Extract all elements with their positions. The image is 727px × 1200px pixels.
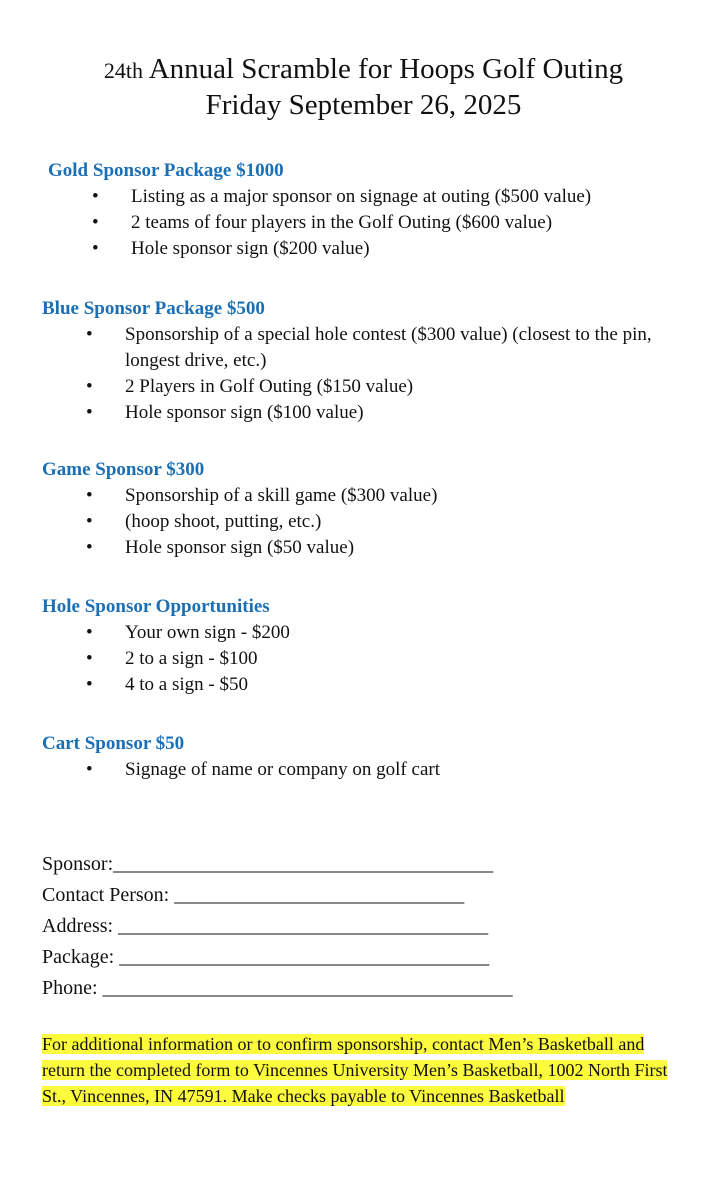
address-blank-line[interactable]: _____________________________________: [118, 915, 489, 937]
phone-label: Phone:: [42, 977, 103, 999]
list-item: [42, 620, 702, 646]
list-item: [42, 757, 702, 783]
phone-field[interactable]: [42, 973, 682, 1004]
bullet-icon: •: [92, 186, 99, 207]
sponsor-info-form: [42, 849, 682, 1004]
blue-sponsor-list: [42, 322, 702, 426]
title-event-name: Annual Scramble for Hoops Golf Outing: [148, 53, 624, 85]
bullet-icon: •: [86, 648, 93, 669]
game-sponsor-heading: Game Sponsor $300: [42, 459, 205, 480]
list-item-text: Your own sign - $200: [125, 622, 290, 643]
blue-sponsor-heading: Blue Sponsor Package $500: [42, 298, 265, 319]
phone-blank-line[interactable]: _________________________________________: [102, 977, 513, 999]
game-sponsor-list: [42, 483, 702, 561]
cart-sponsor-list: [42, 757, 702, 783]
bullet-icon: •: [86, 511, 93, 532]
list-item-text: Signage of name or company on golf cart: [125, 759, 440, 780]
sponsor-blank-line[interactable]: ______________________________________: [113, 853, 494, 875]
list-item: [42, 672, 702, 698]
hole-sponsor-section: [42, 594, 702, 698]
blue-sponsor-section: [42, 296, 702, 426]
list-item-text: (hoop shoot, putting, etc.): [125, 511, 322, 532]
list-item: [48, 210, 708, 236]
title-line-1: [0, 52, 727, 88]
list-item: [48, 184, 708, 210]
list-item-text: 4 to a sign - $50: [125, 674, 248, 695]
contact-note: [42, 1031, 682, 1109]
list-item: [42, 535, 702, 561]
list-item: [42, 509, 702, 535]
package-field[interactable]: [42, 942, 682, 973]
hole-sponsor-heading: Hole Sponsor Opportunities: [42, 596, 270, 617]
sponsor-field[interactable]: [42, 849, 682, 880]
contact-person-field[interactable]: [42, 880, 682, 911]
bullet-icon: •: [86, 537, 93, 558]
contact-note-text: For additional information or to confirm sponsorship, contact Men’s Basketball and return the completed form to Vincennes University Men’s Basketball, 1002 North First St., Vincennes, IN 47591. Make checks payable to Vincennes Basketball: [42, 1034, 668, 1106]
contact-person-blank-line[interactable]: _____________________________: [174, 884, 465, 906]
bullet-icon: •: [86, 674, 93, 695]
list-item: [42, 483, 702, 509]
list-item: [42, 322, 702, 374]
package-blank-line[interactable]: _____________________________________: [119, 946, 490, 968]
package-label: Package:: [42, 946, 120, 968]
list-item-text: Sponsorship of a skill game ($300 value): [125, 485, 438, 506]
bullet-icon: •: [86, 324, 93, 345]
bullet-icon: •: [86, 759, 93, 780]
game-sponsor-section: [42, 457, 702, 561]
address-field[interactable]: [42, 911, 682, 942]
address-label: Address:: [42, 915, 119, 937]
list-item: [42, 400, 702, 426]
gold-sponsor-heading: Gold Sponsor Package $1000: [48, 160, 284, 181]
bullet-icon: •: [92, 238, 99, 259]
bullet-icon: •: [92, 212, 99, 233]
list-item-text: Hole sponsor sign ($200 value): [131, 238, 370, 259]
list-item-text: Listing as a major sponsor on signage at outing ($500 value): [131, 186, 592, 207]
list-item-text: Hole sponsor sign ($100 value): [125, 402, 364, 423]
bullet-icon: •: [86, 402, 93, 423]
gold-sponsor-section: [48, 158, 708, 262]
list-item-text: Hole sponsor sign ($50 value): [125, 537, 355, 558]
cart-sponsor-section: [42, 731, 702, 783]
list-item-text: 2 to a sign - $100: [125, 648, 258, 669]
list-item-text: 2 teams of four players in the Golf Outing ($600 value): [131, 212, 553, 233]
title-ordinal: 24th: [103, 58, 144, 83]
list-item: [42, 374, 702, 400]
bullet-icon: •: [86, 622, 93, 643]
gold-sponsor-list: [48, 184, 708, 262]
document-title: [0, 52, 727, 122]
title-event-date: Friday September 26, 2025: [205, 89, 522, 121]
cart-sponsor-heading: Cart Sponsor $50: [42, 733, 185, 754]
hole-sponsor-list: [42, 620, 702, 698]
list-item-text: 2 Players in Golf Outing ($150 value): [125, 376, 414, 397]
sponsor-label: Sponsor:: [42, 853, 114, 875]
list-item-text: Sponsorship of a special hole contest ($300 value) (closest to the pin, longest drive, etc.): [125, 324, 652, 371]
contact-person-label: Contact Person:: [42, 884, 175, 906]
bullet-icon: •: [86, 376, 93, 397]
bullet-icon: •: [86, 485, 93, 506]
list-item: [42, 646, 702, 672]
list-item: [48, 236, 708, 262]
